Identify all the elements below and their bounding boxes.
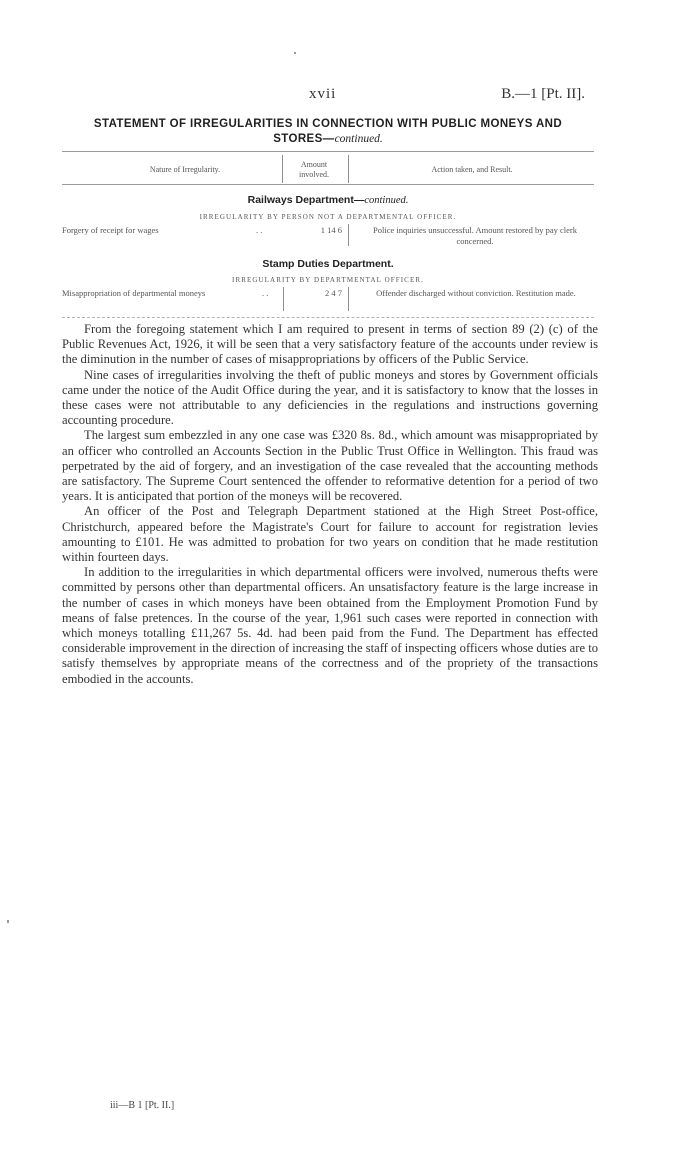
table-header-rule <box>62 184 594 185</box>
paragraph: An officer of the Post and Telegraph Department stationed at the High Street Post-office, Christchurch, appeared before the Magistrate's Court for failure to account for registration levies amounting to £101. He was admitted to probation for two years on condition that he made restitution within fourteen days. <box>62 504 598 565</box>
paragraph: Nine cases of irregularities involving the theft of public moneys and stores by Government officials came under the notice of the Audit Office during the year, and it is satisfactory to know that the losses in these cases were not attributable to any deficiencies in the regulations and instructions governing accounting procedure. <box>62 367 598 428</box>
column-nature: Nature of Irregularity. <box>149 165 221 174</box>
column-divider-2 <box>348 155 349 183</box>
department-name: Railways Department— <box>247 194 365 206</box>
row-nature: Forgery of receipt for wages <box>62 225 159 235</box>
title-stores: STORES— <box>273 133 335 145</box>
scan-speck <box>7 920 9 923</box>
title-line-2 <box>62 132 594 147</box>
row-amount: 2 4 7 <box>325 288 342 298</box>
department-heading-stamp-duties <box>62 258 594 270</box>
row-divider <box>348 224 349 246</box>
footer-signature: iii—B 1 [Pt. II.] <box>110 1100 175 1111</box>
irregularity-subheading: IRREGULARITY BY DEPARTMENTAL OFFICER. <box>232 276 424 284</box>
paper-code: B.—1 [Pt. II]. <box>501 86 585 102</box>
page-number: xvii <box>309 86 337 102</box>
table-bottom-rule <box>62 317 594 318</box>
row-action: Offender discharged without conviction. Restitution made. <box>376 288 576 298</box>
column-amount-line1: Amount <box>300 160 328 169</box>
scan-speck <box>294 52 296 54</box>
paragraph: The largest sum embezzled in any one case was £320 8s. 8d., which amount was misappropriated by an officer who controlled an Accounts Section in the Public Trust Office in Wellington. This fraud was perpetrated by the aid of forgery, and an investigation of the case revealed that the accounting methods are satisfactory. The Supreme Court sentenced the offender to reformative detention for a period of two years. It is anticipated that portion of the moneys will be recovered. <box>62 428 598 504</box>
title-continued: continued. <box>334 133 383 145</box>
row-leader: . . <box>262 288 269 298</box>
title-line-1: STATEMENT OF IRREGULARITIES IN CONNECTION WITH PUBLIC MONEYS AND <box>93 118 563 130</box>
department-name: Stamp Duties Department. <box>262 258 394 270</box>
report-body <box>62 322 598 687</box>
department-heading-railways <box>62 194 594 206</box>
paragraph: From the foregoing statement which I am required to present in terms of section 89 (2) (c) of the Public Revenues Act, 1926, it will be seen that a very satisfactory feature of the accounts under review is the diminution in the number of cases of misappropriations by officers of the Public Service. <box>62 322 598 367</box>
row-divider-left <box>283 287 284 311</box>
column-action: Action taken, and Result. <box>431 165 513 174</box>
statement-title <box>62 117 594 147</box>
row-divider <box>348 287 349 311</box>
column-amount <box>282 160 346 180</box>
table-top-rule <box>62 151 594 152</box>
paragraph: In addition to the irregularities in which departmental officers were involved, numerous thefts were committed by persons other than departmental officers. An unsatisfactory feature is the large increase in the number of cases in which moneys have been obtained from the Employment Promotion Fund by means of false pretences. In the course of the year, 1,961 such cases were reported in connection with which moneys totalling £11,267 5s. 4d. had been paid from the Fund. The Department has effected considerable improvement in the direction of increasing the staff of inspecting officers whose duties are to satisfy themselves by appropriate means of the correctness and of the propriety of the transactions embodied in the accounts. <box>62 565 598 686</box>
row-action: Police inquiries unsuccessful. Amount restored by pay clerk concerned. <box>373 225 577 246</box>
column-divider-1 <box>282 155 283 183</box>
department-continued: continued. <box>364 195 409 206</box>
irregularity-subheading: IRREGULARITY BY PERSON NOT A DEPARTMENTAL OFFICER. <box>199 213 457 221</box>
column-amount-line2: involved. <box>299 170 329 179</box>
row-leader: . . <box>256 225 263 235</box>
row-amount: 1 14 6 <box>320 225 342 235</box>
row-nature: Misappropriation of departmental moneys <box>62 288 206 298</box>
